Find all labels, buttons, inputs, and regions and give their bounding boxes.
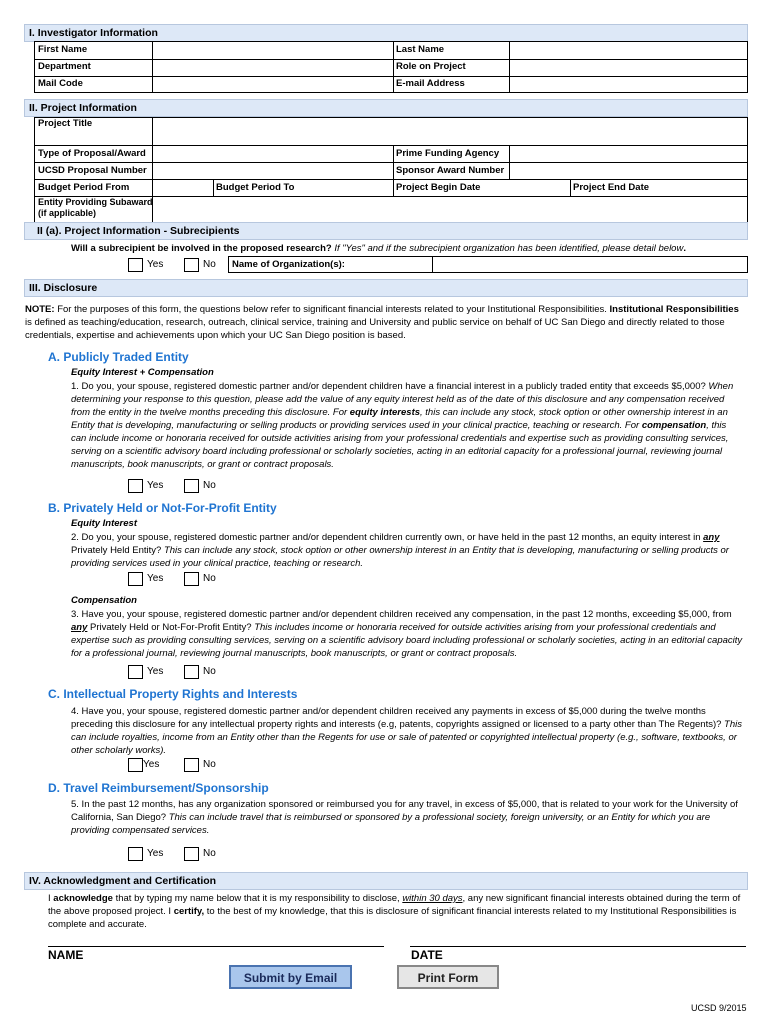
q3-no-checkbox[interactable] xyxy=(184,665,199,679)
first-name-field[interactable] xyxy=(153,42,392,58)
begin-date-field[interactable] xyxy=(510,180,568,196)
prime-funding-label: Prime Funding Agency xyxy=(396,148,500,159)
section-disclosure-header: III. Disclosure xyxy=(24,279,748,297)
role-field[interactable] xyxy=(510,59,747,75)
part-a-subtitle: Equity Interest + Compensation xyxy=(71,367,214,378)
prime-funding-field[interactable] xyxy=(510,146,747,162)
q1-yes-label: Yes xyxy=(147,480,164,491)
department-field[interactable] xyxy=(153,59,392,75)
submit-by-email-button[interactable]: Submit by Email xyxy=(229,965,352,989)
budget-from-label: Budget Period From xyxy=(38,182,130,193)
q1-no-checkbox[interactable] xyxy=(184,479,199,493)
end-date-field[interactable] xyxy=(690,180,747,196)
mail-code-label: Mail Code xyxy=(38,78,83,89)
q2-no-checkbox[interactable] xyxy=(184,572,199,586)
question-2: 2. Do you, your spouse, registered domestic partner and/or dependent children currently own, or have held in the past 12 months, an equity interest in any Privately Held Entity? This can include any stock, stock option or other ownership interest in an Entity that is developing, manufacturing or selling products or providing services used in your clinical practice, teaching or research. xyxy=(71,532,729,569)
q3-yes-checkbox[interactable] xyxy=(128,665,143,679)
email-label: E-mail Address xyxy=(396,78,465,89)
part-c-title: C. Intellectual Property Rights and Interests xyxy=(48,687,298,701)
end-date-label: Project End Date xyxy=(573,182,650,193)
ucsd-proposal-field[interactable] xyxy=(153,163,392,179)
budget-to-label: Budget Period To xyxy=(216,182,295,193)
date-underline xyxy=(410,946,746,947)
last-name-field[interactable] xyxy=(510,42,747,58)
section-investigator-header: I. Investigator Information xyxy=(24,24,748,42)
acknowledgment-text: I acknowledge that by typing my name below that it is my responsibility to disclose, within 30 days, any new significant financial interests obtained during the term of the above proposed project. I certify, to the best of my knowledge, that this is disclosure of significant financial interests related to my Institutional Responsibilities is complete and accurate. xyxy=(48,893,741,930)
sponsor-award-label: Sponsor Award Number xyxy=(396,165,505,176)
q1-yes-checkbox[interactable] xyxy=(128,479,143,493)
subaward-entity-field[interactable] xyxy=(153,197,747,221)
name-underline xyxy=(48,946,384,947)
q5-no-checkbox[interactable] xyxy=(184,847,199,861)
budget-to-field[interactable] xyxy=(334,180,392,196)
project-title-label: Project Title xyxy=(38,118,93,129)
subrecipient-yes-label: Yes xyxy=(147,259,164,270)
q4-yes-checkbox[interactable] xyxy=(128,758,143,772)
q2-no-label: No xyxy=(203,573,216,584)
q5-yes-checkbox[interactable] xyxy=(128,847,143,861)
sponsor-award-field[interactable] xyxy=(510,163,747,179)
disclosure-note: NOTE: For the purposes of this form, the questions below refer to significant financial interests related to your Institutional Responsibilities. Institutional Responsibilities is defined as teaching/education, research, outreach, clinical service, training and University and public service on behalf of UC San Diego and directly related to those credentials, expertise and achievements upon which your UC San Diego position is based. xyxy=(25,304,739,341)
part-a-title: A. Publicly Traded Entity xyxy=(48,350,189,364)
part-d-title: D. Travel Reimbursement/Sponsorship xyxy=(48,781,269,795)
mail-code-field[interactable] xyxy=(153,76,392,92)
date-label: DATE xyxy=(411,948,443,962)
subaward-entity-label: Entity Providing Subaward xyxy=(38,197,153,207)
part-b-subtitle-compensation: Compensation xyxy=(71,595,137,606)
question-5: 5. In the past 12 months, has any organization sponsored or reimbursed you for any travel, in excess of $5,000, that is related to your work for the University of California, San Diego? This can include travel that is reimbursed or sponsored by a professional society, foreign university, or an Entity for which you are providing compensated services. xyxy=(71,799,738,836)
form-code: UCSD 9/2015 xyxy=(691,1003,747,1013)
role-label: Role on Project xyxy=(396,61,466,72)
print-form-button[interactable]: Print Form xyxy=(397,965,499,989)
q3-yes-label: Yes xyxy=(147,666,164,677)
part-b-title: B. Privately Held or Not-For-Profit Entity xyxy=(48,501,277,515)
q4-no-checkbox[interactable] xyxy=(184,758,199,772)
subrecipient-yes-checkbox[interactable] xyxy=(128,258,143,272)
subaward-applicable-label: (if applicable) xyxy=(38,208,97,218)
q4-yes-label: Yes xyxy=(143,759,160,770)
section-subrecipients-header: II (a). Project Information - Subrecipients xyxy=(24,222,748,240)
name-field[interactable] xyxy=(48,930,384,946)
name-label: NAME xyxy=(48,948,84,962)
begin-date-label: Project Begin Date xyxy=(396,182,481,193)
section-acknowledgment-header: IV. Acknowledgment and Certification xyxy=(24,872,748,890)
question-4: 4. Have you, your spouse, registered domestic partner and/or dependent children received any payments in excess of $5,000 during the twelve months preceding this disclosure for any intellectual property rights and interests (e.g, patents, copyrights assigned or licensed to a party other than The Regents)? This can include royalties, income from an Entity other than the Regents for use or sale of patented or copyrighted intellectual property (e.g., software, textbooks, or other scholarly works). xyxy=(71,706,742,756)
proposal-type-label: Type of Proposal/Award xyxy=(38,148,146,159)
q3-no-label: No xyxy=(203,666,216,677)
date-field[interactable] xyxy=(410,930,746,946)
email-field[interactable] xyxy=(510,76,747,92)
subrecipient-question: Will a subrecipient be involved in the proposed research? If "Yes" and if the subrecipient organization has been identified, please detail below. xyxy=(71,243,686,254)
question-3: 3. Have you, your spouse, registered domestic partner and/or dependent children received any compensation, in the past 12 months, exceeding $5,000, from any Privately Held or Not-For-Profit Entity? This includes income or honoraria received for outside activities arising from your professional credentials and expertise such as providing consulting services, serving on a scientific advisory board including professional or scholarly societies, acting in an editorial capacity for a professional journal, reviewing journal manuscripts, book manuscripts, or grant or contract proposals. xyxy=(71,609,743,659)
subrecipient-no-label: No xyxy=(203,259,216,270)
project-title-field[interactable] xyxy=(153,118,747,144)
q5-yes-label: Yes xyxy=(147,848,164,859)
org-name-field[interactable] xyxy=(433,257,747,272)
q2-yes-label: Yes xyxy=(147,573,164,584)
q5-no-label: No xyxy=(203,848,216,859)
q2-yes-checkbox[interactable] xyxy=(128,572,143,586)
department-label: Department xyxy=(38,61,91,72)
budget-from-field[interactable] xyxy=(153,180,211,196)
section-project-header: II. Project Information xyxy=(24,99,748,117)
question-1: 1. Do you, your spouse, registered domestic partner and/or dependent children have a financial interest in a publicly traded entity that exceeds $5,000? When determining your response to this question, please add the value of any equity interest held as of the date of this disclosure and any compensation received from the entity in the twelve months preceding this disclosure. For equity interests, this can include any stock, stock option or other ownership interest in an Entity that is developing, manufacturing or selling products or providing services used in your clinical practice, teaching or research. For compensation, this can include income or honoraria received for outside activities arising from your professional credentials and expertise such as providing consulting services, serving on a scientific advisory board including professional or scholarly societies, acting in an editorial capacity for a professional journal, reviewing journal manuscripts, book manuscripts, or grant or contract proposals. xyxy=(71,381,734,470)
ucsd-proposal-label: UCSD Proposal Number xyxy=(38,165,147,176)
q4-no-label: No xyxy=(203,759,216,770)
first-name-label: First Name xyxy=(38,44,88,55)
last-name-label: Last Name xyxy=(396,44,445,55)
org-name-label: Name of Organization(s): xyxy=(232,259,345,270)
part-b-subtitle-equity: Equity Interest xyxy=(71,518,137,529)
subrecipient-no-checkbox[interactable] xyxy=(184,258,199,272)
proposal-type-field[interactable] xyxy=(153,146,392,162)
q1-no-label: No xyxy=(203,480,216,491)
